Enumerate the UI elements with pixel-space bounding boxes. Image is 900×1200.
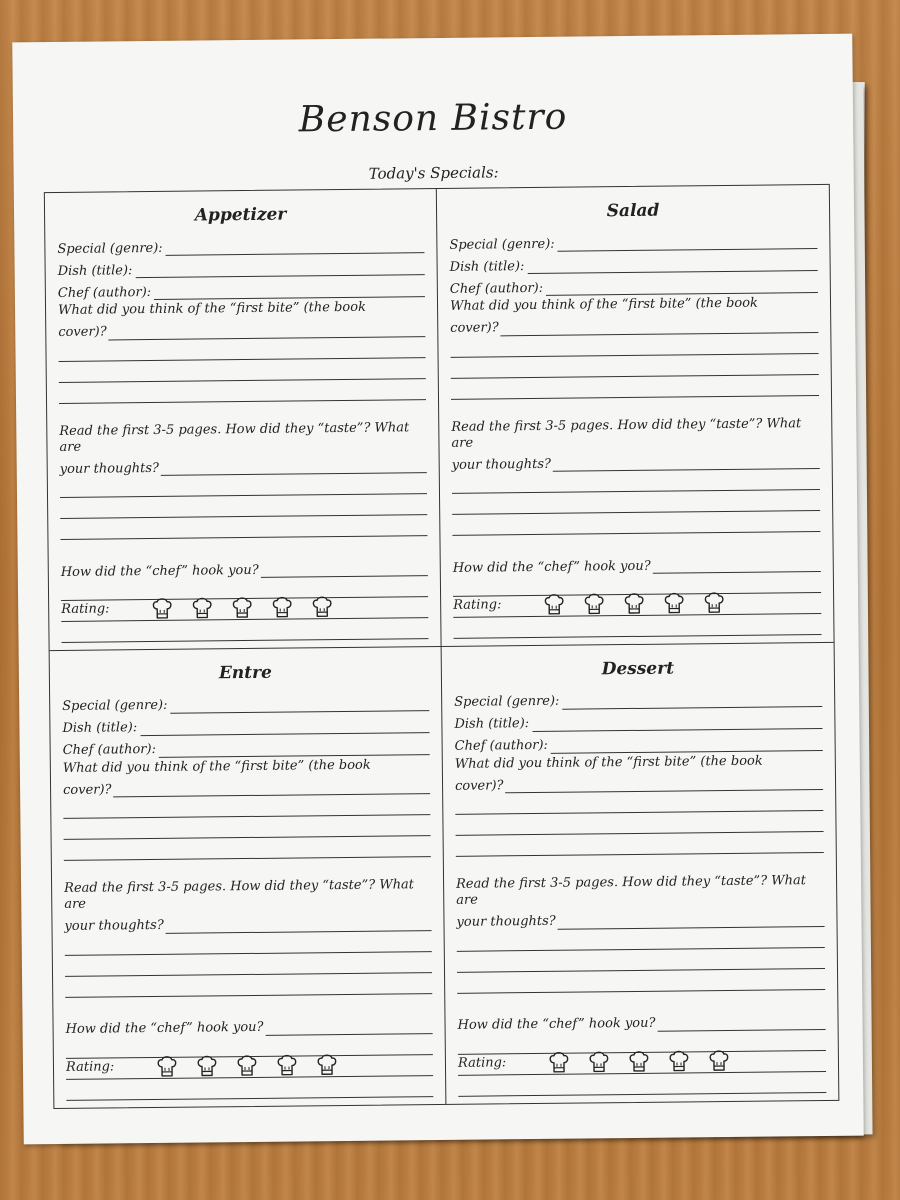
chef-hat-icon[interactable] <box>196 1054 218 1078</box>
first-bite-question-end: cover)? <box>450 320 499 337</box>
worksheet-page <box>12 34 863 1145</box>
genre-field[interactable] <box>449 227 817 253</box>
specials-grid <box>44 184 840 1109</box>
genre-field[interactable] <box>62 689 429 715</box>
taste-field[interactable] <box>452 447 820 473</box>
rating-label: Rating: <box>61 601 110 617</box>
chef-hat-icon[interactable] <box>311 595 333 619</box>
answer-line[interactable] <box>558 912 825 930</box>
rating-label: Rating: <box>453 597 502 613</box>
first-bite-field[interactable] <box>455 768 823 794</box>
rating-label: Rating: <box>65 1059 115 1076</box>
hook-question: How did the “chef” hook you? <box>452 558 651 576</box>
section-title: Entre <box>218 662 272 683</box>
answer-line[interactable] <box>66 1076 433 1101</box>
hook-field[interactable] <box>457 1008 825 1034</box>
first-bite-field[interactable] <box>450 311 818 337</box>
hook-question: How did the “chef” hook you? <box>60 562 259 580</box>
chef-field[interactable] <box>58 276 425 302</box>
dish-line[interactable] <box>135 261 424 279</box>
section-appetizer <box>45 189 442 651</box>
chef-hat-icon[interactable] <box>236 1054 258 1078</box>
chef-hat-icon[interactable] <box>276 1053 298 1077</box>
first-bite-question-end: cover)? <box>63 782 112 798</box>
chef-hat-icon[interactable] <box>156 1055 178 1079</box>
answer-line[interactable] <box>553 454 820 472</box>
chef-line[interactable] <box>546 278 818 296</box>
dish-field[interactable] <box>454 707 822 733</box>
rating-hats <box>543 590 725 616</box>
chef-label: Chef (author): <box>449 280 544 297</box>
dish-field[interactable] <box>449 249 817 275</box>
page-title: Benson Bistro <box>298 96 568 141</box>
genre-label: Special (genre): <box>449 236 555 253</box>
chef-hat-icon[interactable] <box>583 592 605 616</box>
chef-hat-icon[interactable] <box>708 1049 730 1073</box>
section-title: Appetizer <box>194 204 287 226</box>
section-title: Salad <box>606 200 660 222</box>
chef-label: Chef (author): <box>57 284 152 301</box>
rating-hats <box>548 1049 730 1075</box>
hook-question: How did the “chef” hook you? <box>457 1015 656 1033</box>
dish-field[interactable] <box>58 254 425 280</box>
genre-line[interactable] <box>558 234 818 252</box>
chef-hat-icon[interactable] <box>628 1050 650 1074</box>
hook-field[interactable] <box>65 1012 432 1038</box>
taste-question: Read the first 3-5 pages. How did they “taste”? What are <box>451 416 802 451</box>
chef-field[interactable] <box>63 733 430 759</box>
chef-label: Chef (author): <box>454 738 548 755</box>
chef-line[interactable] <box>159 740 430 758</box>
first-bite-question: What did you think of the “first bite” (the book <box>57 300 367 319</box>
answer-line[interactable] <box>61 618 428 643</box>
dish-line[interactable] <box>140 718 429 736</box>
taste-question-end: your thoughts? <box>64 917 164 935</box>
answer-line[interactable] <box>166 916 432 934</box>
rating-row <box>453 589 821 617</box>
chef-hat-icon[interactable] <box>703 590 725 614</box>
section-title: Dessert <box>601 658 675 679</box>
section-entre <box>50 646 447 1108</box>
chef-hat-icon[interactable] <box>668 1049 690 1073</box>
rating-hats <box>156 1053 338 1079</box>
first-bite-question: What did you think of the “first bite” (the book <box>62 757 371 776</box>
taste-question-end: your thoughts? <box>59 460 160 477</box>
answer-line[interactable] <box>653 557 821 574</box>
dish-label: Dish (title): <box>449 258 525 275</box>
hook-field[interactable] <box>61 554 428 580</box>
taste-question: Read the first 3-5 pages. How did they “taste”? What are <box>59 420 410 455</box>
taste-question: Read the first 3-5 pages. How did they “taste”? What are <box>64 877 415 913</box>
genre-field[interactable] <box>454 685 822 711</box>
answer-line[interactable] <box>657 1015 825 1032</box>
genre-label: Special (genre): <box>454 694 560 711</box>
chef-hat-icon[interactable] <box>543 592 565 616</box>
section-salad <box>437 185 834 647</box>
dish-label: Dish (title): <box>62 720 138 737</box>
rating-row <box>458 1048 826 1076</box>
dish-line[interactable] <box>532 714 822 732</box>
answer-line[interactable] <box>161 458 427 476</box>
dish-label: Dish (title): <box>454 716 530 733</box>
first-bite-question: What did you think of the “first bite” (the book <box>449 296 758 315</box>
taste-question: Read the first 3-5 pages. How did they “taste”? What are <box>456 873 807 908</box>
section-dessert <box>442 642 839 1104</box>
first-bite-field[interactable] <box>58 315 425 341</box>
dish-field[interactable] <box>62 711 429 737</box>
chef-hat-icon[interactable] <box>151 596 173 620</box>
dish-line[interactable] <box>527 256 817 274</box>
chef-field[interactable] <box>450 271 818 297</box>
chef-label: Chef (author): <box>62 742 156 759</box>
genre-line[interactable] <box>166 239 425 257</box>
chef-hat-icon[interactable] <box>191 596 213 620</box>
genre-line[interactable] <box>170 696 429 714</box>
page-subtitle: Today's Specials: <box>368 163 499 183</box>
genre-label: Special (genre): <box>62 698 168 715</box>
answer-line[interactable] <box>261 561 428 578</box>
taste-field[interactable] <box>60 451 427 477</box>
rating-row <box>61 594 428 622</box>
chef-field[interactable] <box>455 729 823 755</box>
rating-hats <box>151 595 333 621</box>
hook-question: How did the “chef” hook you? <box>65 1019 264 1038</box>
hook-field[interactable] <box>453 550 821 576</box>
genre-line[interactable] <box>562 692 822 710</box>
chef-hat-icon[interactable] <box>663 591 685 615</box>
taste-field[interactable] <box>64 909 431 935</box>
chef-hat-icon[interactable] <box>623 591 645 615</box>
chef-hat-icon[interactable] <box>588 1050 610 1074</box>
chef-line[interactable] <box>154 283 425 301</box>
chef-hat-icon[interactable] <box>231 595 253 619</box>
answer-line[interactable] <box>265 1019 432 1036</box>
taste-field[interactable] <box>456 905 824 931</box>
first-bite-question-end: cover)? <box>454 778 504 794</box>
rating-row <box>66 1052 433 1080</box>
first-bite-field[interactable] <box>63 773 430 799</box>
chef-hat-icon[interactable] <box>316 1053 338 1077</box>
first-bite-question: What did you think of the “first bite” (the book <box>454 753 763 772</box>
answer-line[interactable] <box>453 614 821 639</box>
dish-label: Dish (title): <box>57 262 133 279</box>
genre-field[interactable] <box>57 232 424 258</box>
chef-hat-icon[interactable] <box>271 595 293 619</box>
taste-question-end: your thoughts? <box>451 456 552 473</box>
chef-line[interactable] <box>551 736 823 754</box>
rating-label: Rating: <box>457 1055 507 1072</box>
first-bite-question-end: cover)? <box>58 324 107 341</box>
answer-line[interactable] <box>458 1072 826 1097</box>
chef-hat-icon[interactable] <box>548 1051 570 1075</box>
taste-question-end: your thoughts? <box>456 913 556 930</box>
genre-label: Special (genre): <box>57 240 163 257</box>
